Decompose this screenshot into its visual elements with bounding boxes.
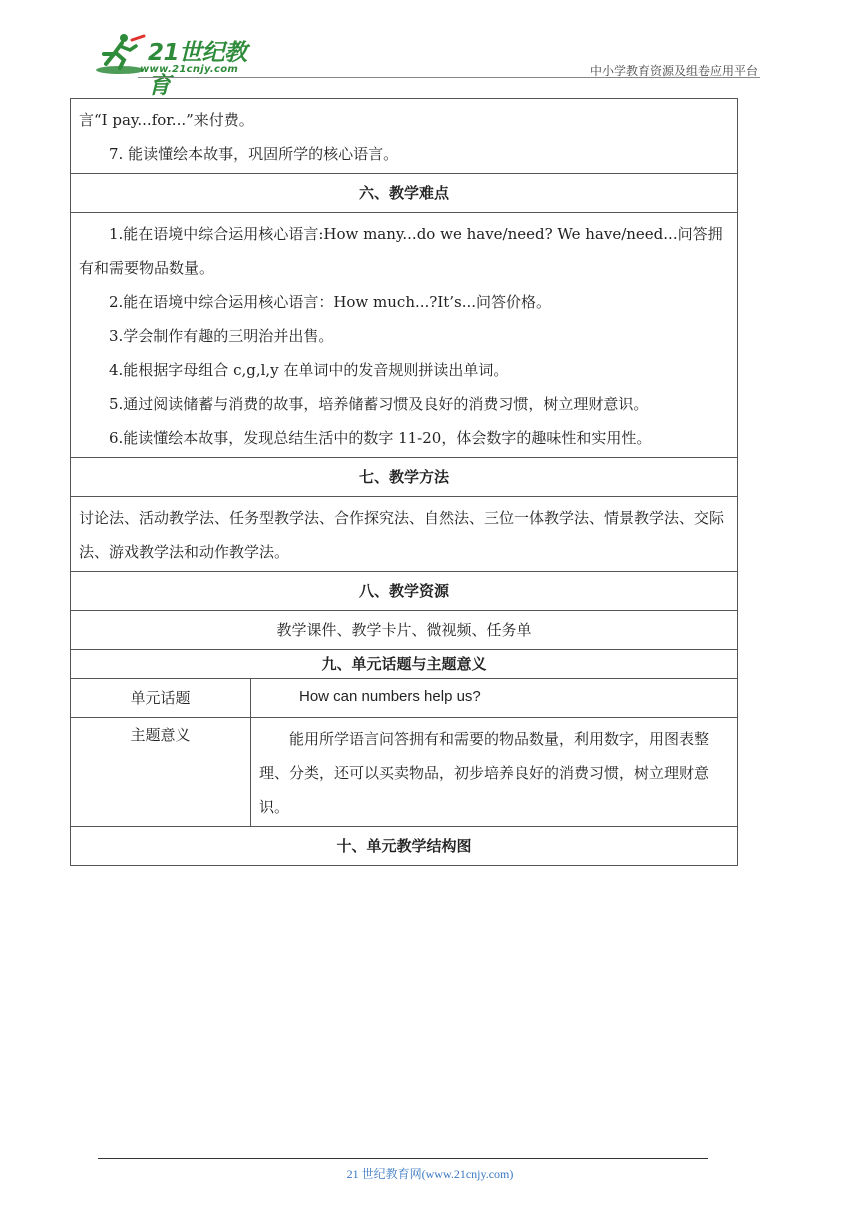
top-continuation-cell bbox=[71, 99, 738, 174]
section-8-content-row bbox=[71, 611, 738, 650]
logo-brand-text: 21世纪教育 bbox=[148, 40, 247, 99]
section-7-content: 讨论法、活动教学法、任务型教学法、合作探究法、自然法、三位一体教学法、情景教学法、交际法、游戏教学法和动作教学法。 bbox=[71, 497, 738, 572]
site-logo[interactable] bbox=[94, 30, 264, 99]
header-divider bbox=[138, 77, 760, 78]
meaning-value-cell bbox=[251, 718, 738, 827]
section-6-heading-row bbox=[71, 174, 738, 213]
meaning-row bbox=[71, 718, 738, 827]
section-7-title: 七、教学方法 bbox=[71, 458, 738, 497]
section-6-content-row bbox=[71, 213, 738, 458]
footer-divider bbox=[98, 1158, 708, 1159]
section-7-content-row bbox=[71, 497, 738, 572]
footer-link[interactable]: 21 世纪教育网(www.21cnjy.com) bbox=[346, 1167, 514, 1181]
topic-label: 单元话题 bbox=[71, 679, 251, 718]
meaning-value: 能用所学语言问答拥有和需要的物品数量，利用数字，用图表整理、分类，还可以买卖物品，初步培养良好的消费习惯，树立理财意识。 bbox=[259, 730, 710, 816]
continuation-line: 言“I pay...for...”来付费。 bbox=[79, 111, 254, 129]
section-8-content: 教学课件、教学卡片、微视频、任务单 bbox=[71, 611, 738, 650]
section-6-title: 六、教学难点 bbox=[71, 174, 738, 213]
section-8-heading-row bbox=[71, 572, 738, 611]
difficulty-item-6: 6.能读懂绘本故事，发现总结生活中的数字 11-20，体会数字的趣味性和实用性。 bbox=[109, 429, 652, 447]
logo-url-text: www.21cnjy.com bbox=[140, 64, 239, 75]
section-6-content bbox=[71, 213, 738, 458]
section-10-heading-row bbox=[71, 827, 738, 866]
section-10-title: 十、单元教学结构图 bbox=[71, 827, 738, 866]
difficulty-item-3: 3.学会制作有趣的三明治并出售。 bbox=[109, 327, 334, 345]
topic-value: How can numbers help us? bbox=[251, 679, 738, 718]
section-9-title: 九、单元话题与主题意义 bbox=[71, 650, 738, 679]
section-7-heading-row bbox=[71, 458, 738, 497]
top-continuation-row bbox=[71, 99, 738, 174]
difficulty-item-1: 1.能在语境中综合运用核心语言:How many...do we have/need? We have/need...问答拥有和需要物品数量。 bbox=[79, 225, 723, 277]
topic-row bbox=[71, 679, 738, 718]
difficulty-item-4: 4.能根据字母组合 c,g,l,y 在单词中的发音规则拼读出单词。 bbox=[109, 361, 509, 379]
difficulty-item-5: 5.通过阅读储蓄与消费的故事，培养储蓄习惯及良好的消费习惯，树立理财意识。 bbox=[109, 395, 649, 413]
difficulty-item-2: 2.能在语境中综合运用核心语言：How much...?It’s...问答价格。 bbox=[109, 293, 552, 311]
header-tagline: 中小学教育资源及组卷应用平台 bbox=[589, 64, 758, 78]
meaning-label: 主题意义 bbox=[71, 718, 251, 827]
objective-7-line: 7. 能读懂绘本故事，巩固所学的核心语言。 bbox=[109, 145, 399, 163]
page-header bbox=[94, 30, 760, 99]
section-9-heading-row bbox=[71, 650, 738, 679]
section-8-title: 八、教学资源 bbox=[71, 572, 738, 611]
lesson-plan-table bbox=[70, 98, 738, 866]
